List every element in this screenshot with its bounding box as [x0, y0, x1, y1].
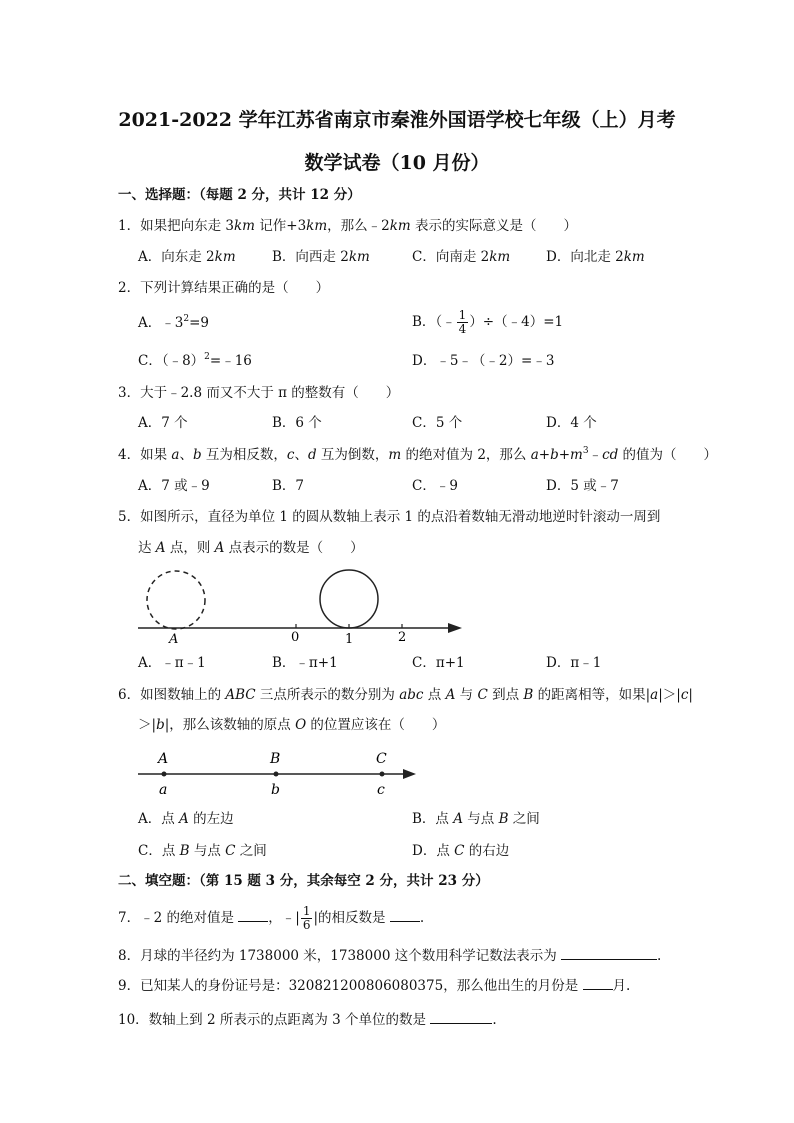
answer-blank[interactable]: [430, 1010, 492, 1024]
option-unit: km: [623, 249, 645, 265]
answer-blank[interactable]: [238, 908, 268, 922]
answer-blank[interactable]: [561, 946, 657, 960]
label-lower-b: b: [271, 782, 280, 798]
q6-text: 6．如图数轴上的: [118, 687, 226, 703]
q6-text: 的距离相等，如果|: [533, 687, 651, 703]
var: B: [498, 811, 509, 827]
option-text: B．（﹣: [412, 314, 456, 330]
q4-option-b: B．7: [272, 478, 305, 494]
option-text: B．向西走 2: [272, 249, 349, 265]
question-4-stem: [118, 446, 717, 464]
q4-option-d: D．5 或﹣7: [546, 478, 619, 494]
var: C: [454, 843, 465, 859]
var: a: [171, 447, 180, 463]
question-9: [118, 976, 630, 995]
option-text: 的左边: [188, 811, 234, 827]
question-6-stem-line2: [138, 716, 445, 734]
fraction-denominator: 4: [458, 322, 467, 336]
q1-option-b: [272, 248, 370, 266]
label-lower-c: c: [377, 782, 385, 798]
var: cd: [602, 447, 619, 463]
label-a: A: [169, 632, 179, 647]
q1-text: ，那么﹣2: [327, 218, 390, 234]
q3-option-d: D．4 个: [546, 415, 597, 431]
tick-label-1: 1: [345, 632, 354, 647]
option-text: D．向北走 2: [546, 249, 624, 265]
var: b: [156, 717, 165, 733]
question-10: [118, 1010, 497, 1029]
q1-text: 记作+3: [254, 218, 307, 234]
q2-option-b: [412, 304, 563, 340]
q9-text: 9．已知某人的身份证号是：320821200806080375，那么他出生的月份是: [118, 978, 579, 994]
q5-number-line-figure: [0, 560, 794, 650]
q6-number-line-figure: [0, 745, 794, 805]
q4-text: 互为倒数，: [316, 447, 389, 463]
option-text: A．向东走 2: [138, 249, 215, 265]
label-upper-b: B: [270, 751, 281, 767]
option-text: C．点: [138, 843, 180, 859]
var: m: [388, 447, 402, 463]
q7-text: |的相反数是: [313, 910, 386, 926]
q7-text: ，﹣|: [268, 910, 300, 926]
axis-arrow: [448, 623, 462, 633]
option-text: ）÷（﹣4）=1: [469, 314, 564, 330]
q1-text: 1．如果把向东走 3: [118, 218, 234, 234]
point-a: [162, 772, 167, 777]
question-5-stem-line2: [138, 539, 364, 557]
q5-option-b: B．﹣π+1: [272, 655, 338, 671]
q8-text: 8．月球的半径约为 1738000 米，1738000 这个数用科学记数法表示为: [118, 948, 557, 964]
q7-text: .: [419, 910, 425, 926]
q3-option-a: A．7 个: [138, 415, 188, 431]
q4-text: 、: [294, 447, 308, 463]
q6-text: ＞|: [138, 717, 157, 733]
q6-text: |: [688, 687, 693, 703]
q10-text: 10．数轴上到 2 所表示的点距离为 3 个单位的数是: [118, 1012, 427, 1028]
solid-circle: [320, 570, 378, 628]
q4-text: ﹣: [588, 447, 603, 463]
q5-option-a: A．﹣π﹣1: [138, 655, 206, 671]
q1-unit: km: [389, 218, 411, 234]
var: a: [650, 687, 659, 703]
option-text: =9: [189, 315, 209, 331]
question-6-stem-line1: [118, 686, 693, 704]
q4-text: 互为相反数，: [201, 447, 287, 463]
exam-title-line1: 2021-2022 学年江苏省南京市秦淮外国语学校七年级（上）月考: [118, 109, 676, 131]
option-text: D．点: [412, 843, 455, 859]
q6-text: |＞|: [658, 687, 681, 703]
var: B: [179, 843, 190, 859]
fraction-denominator: 6: [302, 918, 311, 932]
section-heading-choice: 一、选择题：（每题 2 分，共计 12 分）: [118, 187, 361, 203]
q9-text: 月.: [612, 978, 631, 994]
exponent: 2: [204, 352, 210, 362]
var: abc: [399, 687, 424, 703]
q4-text: 的绝对值为 2，那么: [401, 447, 531, 463]
q6-text: 点: [423, 687, 446, 703]
q4-text: 4．如果: [118, 447, 172, 463]
q4-option-c: C．﹣9: [412, 478, 458, 494]
fraction-numerator: 1: [458, 308, 467, 322]
question-1-stem: [118, 217, 577, 235]
q6-text: |，那么该数轴的原点: [164, 717, 296, 733]
q5-text: 点，则: [165, 540, 215, 556]
q1-option-a: [138, 248, 236, 266]
var: b: [192, 447, 202, 463]
q8-text: .: [657, 948, 662, 964]
tick-label-2: 2: [398, 630, 407, 645]
label-upper-a: A: [158, 751, 169, 767]
var: ABC: [225, 687, 256, 703]
q4-option-a: A．7 或﹣9: [138, 478, 210, 494]
q1-option-d: [546, 248, 645, 266]
label-upper-c: C: [376, 751, 387, 767]
fraction: [301, 905, 313, 932]
option-unit: km: [348, 249, 370, 265]
exponent: 3: [582, 446, 589, 456]
axis-arrow: [403, 769, 416, 779]
var: A: [445, 687, 456, 703]
option-unit: km: [489, 249, 511, 265]
point-b: [274, 772, 279, 777]
q6-text: 到点: [487, 687, 524, 703]
q7-text: 7．﹣2 的绝对值是: [118, 910, 234, 926]
fraction-numerator: 1: [302, 904, 311, 918]
option-text: 之间: [508, 811, 540, 827]
var: O: [295, 717, 307, 733]
q6-text: 三点所表示的数分别为: [255, 687, 400, 703]
tick-label-0: 0: [291, 630, 300, 645]
option-text: =﹣16: [209, 353, 252, 369]
q6-option-b: [412, 810, 540, 828]
q2-option-c: [138, 352, 252, 370]
q6-text: 与: [455, 687, 478, 703]
question-5-stem-line1: 5．如图所示，直径为单位 1 的圆从数轴上表示 1 的点沿着数轴无滑动地逆时针滚动一周到: [118, 509, 661, 525]
option-text: A．点: [138, 811, 180, 827]
option-unit: km: [214, 249, 236, 265]
option-text: C．（﹣8）: [138, 353, 205, 369]
question-2-stem: 2．下列计算结果正确的是（ ）: [118, 280, 330, 296]
expression: a+b+m: [530, 447, 583, 463]
q2-option-a: [138, 314, 209, 332]
q5-option-c: C．π+1: [412, 655, 465, 671]
q6-option-d: [412, 842, 509, 860]
q1-text: 表示的实际意义是（ ）: [410, 218, 578, 234]
label-lower-a: a: [159, 782, 168, 798]
point-c: [380, 772, 385, 777]
section-heading-fill-in: 二、填空题：（第 15 题 3 分，其余每空 2 分，共计 23 分）: [118, 873, 489, 889]
answer-blank[interactable]: [390, 908, 420, 922]
dashed-circle: [147, 571, 205, 629]
answer-blank[interactable]: [583, 976, 613, 990]
question-7: [118, 900, 424, 936]
var: d: [307, 447, 317, 463]
q4-text: 的值为（ ）: [618, 447, 718, 463]
option-text: C．向南走 2: [412, 249, 490, 265]
var: A: [214, 540, 225, 556]
q1-unit: km: [233, 218, 255, 234]
q3-option-b: B．6 个: [272, 415, 322, 431]
var: A: [179, 811, 189, 827]
var: B: [523, 687, 534, 703]
option-text: 之间: [235, 843, 267, 859]
var: c: [680, 687, 689, 703]
q6-option-c: [138, 842, 267, 860]
q6-option-a: [138, 810, 234, 828]
question-8: [118, 946, 661, 965]
var: C: [477, 687, 488, 703]
q6-text: 的位置应该在（ ）: [306, 717, 446, 733]
option-text: 与点: [189, 843, 226, 859]
q5-text: 点表示的数是（ ）: [224, 540, 364, 556]
exam-title-line2: 数学试卷（10 月份）: [304, 152, 490, 174]
var: A: [453, 811, 463, 827]
q4-text: 、: [179, 447, 193, 463]
q5-text: 达: [138, 540, 156, 556]
var: A: [155, 540, 166, 556]
question-3-stem: 3．大于﹣2.8 而又不大于 π 的整数有（ ）: [118, 385, 400, 401]
q3-option-c: C．5 个: [412, 415, 463, 431]
q5-option-d: D．π﹣1: [546, 655, 602, 671]
option-text: 的右边: [464, 843, 510, 859]
fraction: [457, 309, 469, 336]
q1-unit: km: [306, 218, 328, 234]
var: c: [286, 447, 295, 463]
q10-text: .: [492, 1012, 497, 1028]
exponent: 2: [183, 314, 190, 324]
option-text: A．﹣3: [138, 315, 184, 331]
q1-option-c: [412, 248, 510, 266]
q2-option-d: D．﹣5﹣（﹣2）=﹣3: [412, 353, 555, 369]
option-text: B．点: [412, 811, 454, 827]
option-text: 与点: [462, 811, 499, 827]
var: C: [225, 843, 236, 859]
